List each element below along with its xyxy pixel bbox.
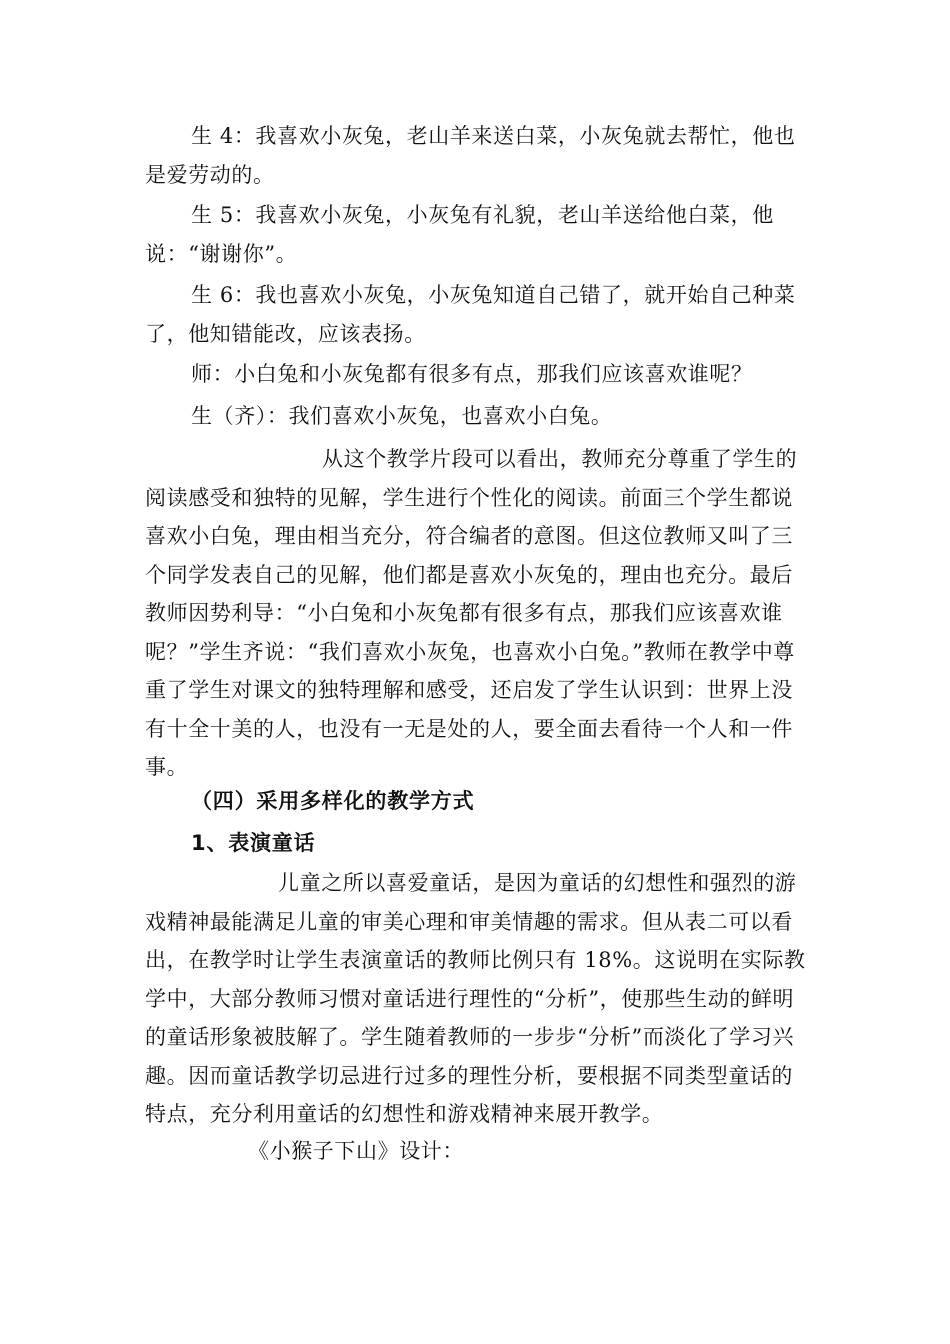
paragraph-student-5: 生 5：我喜欢小灰兔，小灰兔有礼貌，老山羊送给他白菜，他说：“谢谢你”。 — [145, 203, 774, 266]
paragraph-fairy-tale-performance: 儿童之所以喜爱童话，是因为童话的幻想性和强烈的游戏精神最能满足儿童的审美心理和审美情趣的需求。但从表二可以看出，在教学时让学生表演童话的教师比例只有 18%。这说明在实际教学中，大部分教师习惯对童话进行理性的“分析”，使那些生动的鲜明的童话形象被肢解了。学生随着教师的一步步“分析”而淡化了学习兴趣。因而童话教学切忌进行过多的理性分析，要根据不同类型童话的特点，充分利用童话的幻想性和游戏精神来展开教学。 — [145, 871, 806, 1126]
paragraph-student-4: 生 4：我喜欢小灰兔，老山羊来送白菜，小灰兔就去帮忙，他也是爱劳动的。 — [145, 124, 796, 187]
paragraph-student-6: 生 6：我也喜欢小灰兔，小灰兔知道自己错了，就开始自己种菜了，他知错能改，应该表扬。 — [145, 283, 796, 346]
subsection-heading-1: 1、表演童话 — [191, 831, 316, 855]
paragraph-analysis: 从这个教学片段可以看出，教师充分尊重了学生的阅读感受和独特的见解，学生进行个性化的阅读。前面三个学生都说喜欢小白兔，理由相当充分，符合编者的意图。但这位教师又叫了三个同学发表自己的见解，他们都是喜欢小灰兔的，理由也充分。最后教师因势利导：“小白兔和小灰兔都有很多有点，那我们应该喜欢谁呢？”学生齐说：“我们喜欢小灰兔，也喜欢小白兔。”教师在教学中尊重了学生对课文的独特理解和感受，还启发了学生认识到：世界上没有十全十美的人，也没有一无是处的人，要全面去看待一个人和一件事。 — [145, 447, 798, 779]
section-heading-4: （四）采用多样化的教学方式 — [191, 789, 475, 813]
paragraph-teacher-question: 师：小白兔和小灰兔都有很多有点，那我们应该喜欢谁呢？ — [191, 362, 753, 386]
paragraph-lesson-design-title: 《小猴子下山》设计： — [248, 1139, 464, 1163]
paragraph-students-answer: 生（齐）：我们喜欢小灰兔，也喜欢小白兔。 — [191, 404, 613, 428]
